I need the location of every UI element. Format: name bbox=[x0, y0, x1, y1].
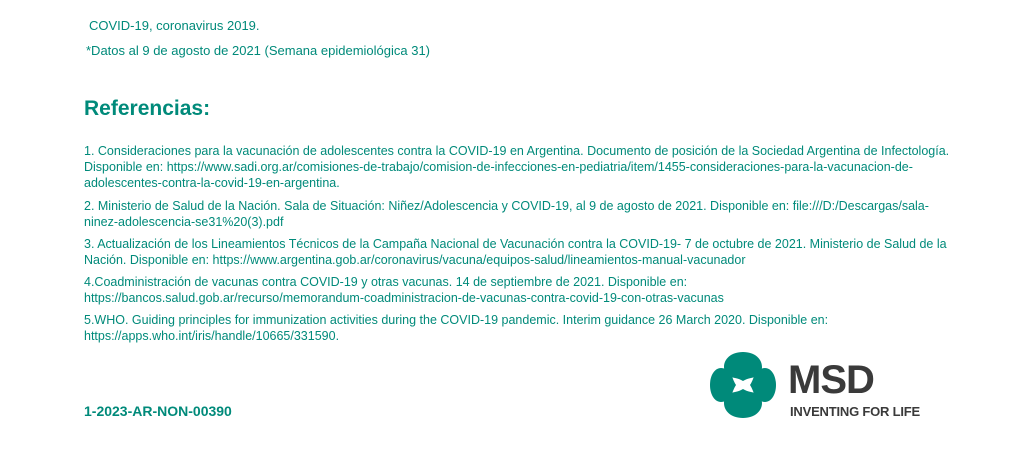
footnote-data-date: *Datos al 9 de agosto de 2021 (Semana epidemiológica 31) bbox=[86, 43, 431, 58]
reference-item-4: 4.Coadministración de vacunas contra COVID-19 y otras vacunas. 14 de septiembre de 2021. Disponible en: https://bancos.salud.gob.ar/recurso/memorandum-coadministracion-de-vacunas-contra-covid-19-con-otras-vacunas bbox=[84, 275, 724, 305]
reference-item-5: 5.WHO. Guiding principles for immunization activities during the COVID-19 pandemic. Interim guidance 26 March 2020. Disponible en: https://apps.who.int/iris/handle/10665/331590. bbox=[84, 313, 829, 343]
document-code: 1-2023-AR-NON-00390 bbox=[84, 403, 232, 419]
brand-name: MSD bbox=[788, 358, 874, 402]
references-list bbox=[84, 143, 954, 350]
brand-tagline: INVENTING FOR LIFE bbox=[790, 404, 921, 419]
footnote-abbreviation: COVID-19, coronavirus 2019. bbox=[89, 18, 260, 33]
reference-item-1: 1. Consideraciones para la vacunación de adolescentes contra la COVID-19 en Argentina. Documento de posición de la Sociedad Argentina de Infectología. Disponible en: https://www.sadi.org.ar/comisiones-de-trabajo/comision-de-infecciones-en-pediatria/item/1455-consideraciones-para-la-vacunacion-de-adolescentes-contra-la-covid-19-en-argentina. bbox=[84, 144, 950, 190]
msd-logo-icon bbox=[708, 350, 778, 420]
references-heading: Referencias: bbox=[84, 97, 211, 120]
msd-logo bbox=[708, 350, 938, 420]
reference-item-2: 2. Ministerio de Salud de la Nación. Sala de Situación: Niñez/Adolescencia y COVID-19, al 9 de agosto de 2021. Disponible en: file:///D:/Descargas/sala-ninez-adolescencia-se31%20(3).pdf bbox=[84, 199, 929, 229]
reference-item-3: 3. Actualización de los Lineamientos Técnicos de la Campaña Nacional de Vacunación contra la COVID-19- 7 de octubre de 2021. Ministerio de Salud de la Nación. Disponible en: https://www.argentina.gob.ar/coronavirus/vacuna/equipos-salud/lineamientos-manual-vacunador bbox=[84, 237, 947, 267]
